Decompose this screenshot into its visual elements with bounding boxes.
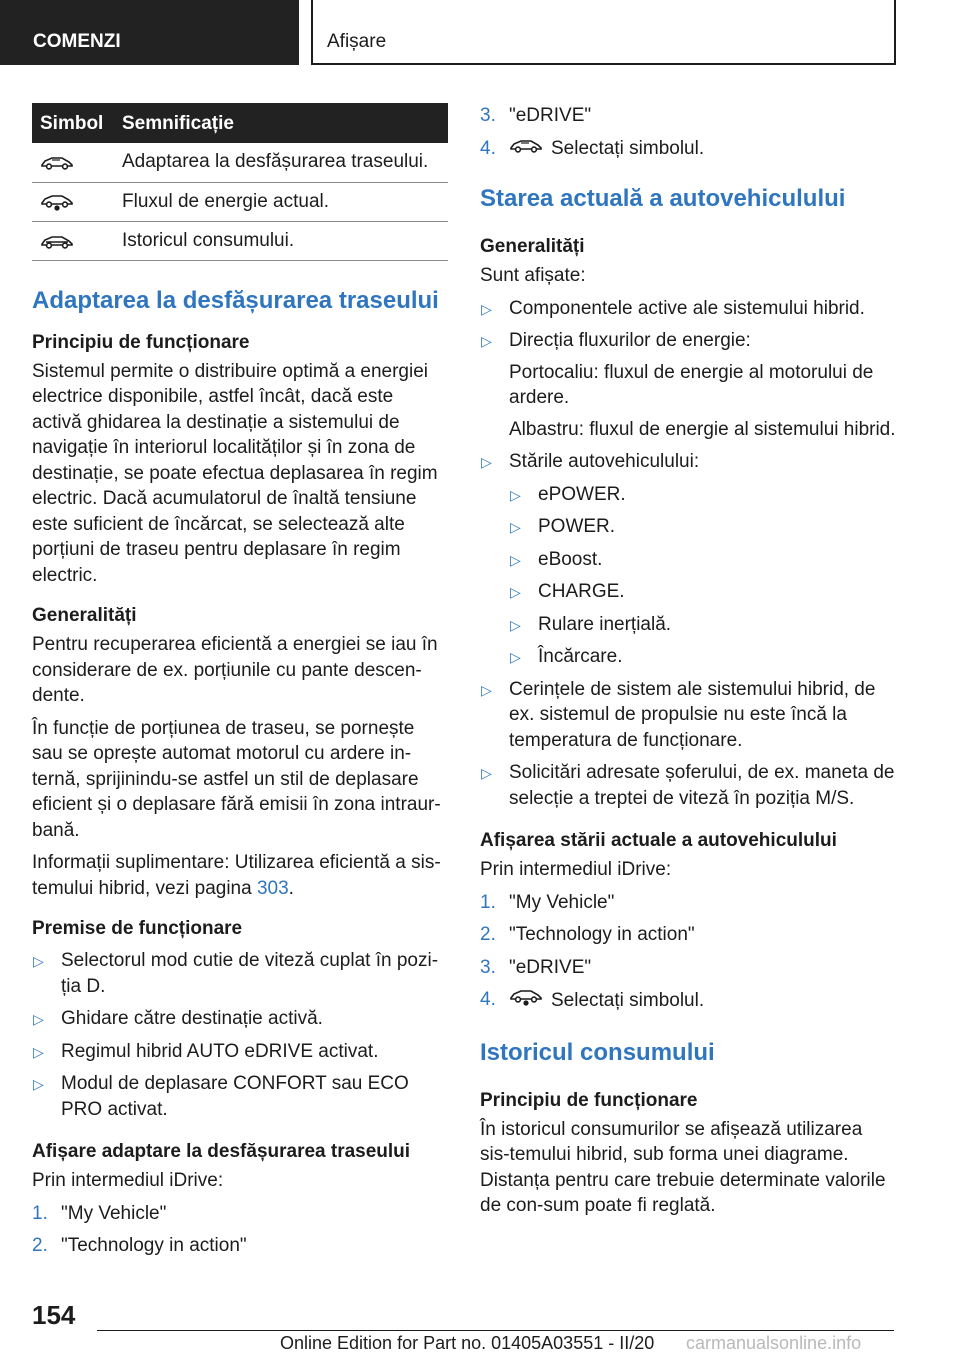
triangle-bullet-icon: ▷ [481, 333, 492, 350]
triangle-bullet-icon: ▷ [510, 584, 521, 601]
footer-divider [97, 1330, 894, 1331]
step-number: 3. [480, 105, 496, 126]
symbol-meaning: Fluxul de energie actual. [122, 182, 448, 221]
step-item [32, 1201, 448, 1227]
subheading-premises: Premise de funcționare [32, 918, 243, 939]
list-item [480, 677, 896, 754]
right-column [480, 103, 896, 1219]
section-heading-route-adaptation: Adaptarea la desfășurarea traseului [32, 286, 439, 314]
step-number: 4. [480, 989, 496, 1011]
step-number: 3. [480, 956, 496, 978]
left-column [32, 103, 448, 1259]
car-energy-flow-icon [32, 182, 122, 221]
page-header [0, 0, 960, 66]
car-route-icon [509, 136, 543, 162]
symbol-meaning: Istoricul consumului. [122, 221, 448, 260]
list-item [509, 547, 896, 573]
table-row [32, 143, 448, 182]
list-item-text: Cerințele de sistem ale sistemului hibrid, de ex. sistemul de propulsie nu este încă la temperatura de funcționare. [509, 678, 876, 751]
step-item [480, 987, 896, 1015]
triangle-bullet-icon: ▷ [510, 616, 521, 633]
vehicle-states-list [509, 482, 896, 670]
list-item-text: CHARGE. [538, 581, 625, 603]
list-item-text: Modul de deplasare CONFORT sau ECO PRO activat. [61, 1073, 409, 1120]
general-paragraph: Pentru recuperarea eficientă a energiei se iau în considerare de ex. porțiunile cu pante descen-dente. [32, 634, 438, 706]
general-paragraph: În funcție de porțiunea de traseu, se pornește sau se oprește automat motorul cu ardere in-ternă, sprijinindu-se astfel un stil de deplasare eficient și o deplasare fără emisii în zona intraur-bană. [32, 717, 441, 841]
list-item-text: Regimul hibrid AUTO eDRIVE activat. [61, 1040, 379, 1062]
step-text: Selectați simbolul. [551, 137, 705, 159]
subheading-principle: Principiu de funcționare [480, 1089, 698, 1111]
subheading-display-state: Afișarea stării actuale a autovehiculului [480, 830, 837, 852]
info-text: Informații suplimentare: Utilizarea eficientă a sis-temului hibrid, vezi pagina [32, 852, 441, 899]
list-item-text: Direcția fluxurilor de energie: [509, 330, 751, 352]
list-item-text: ePOWER. [538, 483, 626, 505]
step-text: "eDRIVE" [509, 956, 592, 978]
list-item [480, 449, 896, 670]
list-item-text: eBoost. [538, 548, 603, 570]
blue-flow-note: Albastru: fluxul de energie al sistemului hibrid. [509, 418, 896, 440]
principle-paragraph: În istoricul consumurilor se afișează utilizarea sis-temului hibrid, sub forma unei diagrame. Distanța pentru care trebuie determinate valorile de con-sum poate fi reglată. [480, 1118, 886, 1217]
subheading-display-route: Afișare adaptare la desfășurarea traseului [32, 1141, 411, 1162]
step-text: "Technology in action" [509, 924, 695, 946]
steps-list [32, 1201, 448, 1259]
page-link[interactable]: 303 [256, 877, 289, 899]
list-item-text: Ghidare către destinație activă. [61, 1008, 323, 1029]
idrive-intro: Prin intermediul iDrive: [32, 1170, 224, 1191]
symbol-meaning: Adaptarea la desfășurarea traseului. [122, 143, 448, 182]
list-item [509, 514, 896, 540]
list-item [509, 579, 896, 605]
triangle-bullet-icon: ▷ [33, 1076, 44, 1092]
step-text: Selectați simbolul. [551, 990, 705, 1011]
triangle-bullet-icon: ▷ [481, 300, 492, 317]
list-item-text: Rulare inerțială. [538, 613, 672, 635]
idrive-intro: Prin intermediul iDrive: [480, 859, 672, 881]
list-item-text: Componentele active ale sistemului hibrid. [509, 297, 865, 319]
list-item-text: POWER. [538, 516, 616, 538]
step-text: "My Vehicle" [61, 1202, 167, 1224]
triangle-bullet-icon: ▷ [481, 681, 492, 698]
steps-list-continued [480, 103, 896, 161]
triangle-bullet-icon: ▷ [481, 765, 492, 782]
step-text: "My Vehicle" [509, 891, 615, 913]
triangle-bullet-icon: ▷ [33, 1011, 44, 1027]
triangle-bullet-icon: ▷ [33, 1043, 44, 1060]
list-item [32, 948, 448, 999]
triangle-bullet-icon: ▷ [510, 519, 521, 536]
subheading-general: Generalități [480, 236, 585, 258]
list-item-text: Stările autovehiculului: [509, 451, 700, 473]
step-item [480, 136, 896, 162]
table-row [32, 182, 448, 221]
steps-list [480, 890, 896, 1015]
section-heading-consumption-history: Istoricul consumului [480, 1038, 715, 1066]
step-item [480, 955, 896, 981]
column-header-meaning: Semnificație [122, 103, 448, 143]
list-item [32, 1039, 448, 1065]
info-text-end: . [288, 877, 294, 899]
subheading-general: Generalități [32, 605, 137, 626]
premises-list [32, 948, 448, 1122]
step-number: 2. [32, 1235, 48, 1256]
list-item [480, 296, 896, 322]
list-item [509, 612, 896, 638]
step-number: 4. [480, 137, 496, 159]
section-label: COMENZI [0, 0, 299, 65]
step-item [480, 103, 896, 129]
column-header-symbol: Simbol [32, 103, 122, 143]
list-item-text: Selectorul mod cutie de viteză cuplat în pozi-ția D. [61, 950, 439, 997]
triangle-bullet-icon: ▷ [510, 649, 521, 666]
list-item [509, 482, 896, 508]
step-number: 1. [480, 891, 496, 913]
step-text: "Technology in action" [61, 1235, 247, 1256]
info-paragraph [32, 850, 448, 901]
page-number: 154 [32, 1300, 76, 1330]
list-item [32, 1006, 448, 1032]
subheading-principle: Principiu de funcționare [32, 331, 250, 353]
displayed-intro: Sunt afișate: [480, 265, 586, 287]
car-energy-flow-icon [509, 987, 543, 1015]
edition-note: Online Edition for Part no. 01405A03551 - II/20 [280, 1333, 655, 1353]
orange-flow-note: Portocaliu: fluxul de energie al motorului de ardere. [509, 361, 874, 409]
step-text: "eDRIVE" [509, 105, 592, 126]
step-item [480, 922, 896, 948]
step-item [32, 1233, 448, 1259]
list-item [32, 1071, 448, 1122]
list-item [480, 328, 896, 442]
list-item [509, 644, 896, 670]
symbol-table [32, 103, 448, 261]
principle-paragraph: Sistemul permite o distribuire optimă a energiei electrice disponibile, astfel încât, dacă este activă ghidarea la destinație a sistemului de navigație în interiorul localităților și în zona de destinație, se poate efectua deplasarea în regim electric. Dacă acumulatorul de înaltă tensiune este suficient de încărcat, se selectează alte porțiuni de traseu pentru deplasare în regim electric. [32, 360, 438, 586]
triangle-bullet-icon: ▷ [510, 551, 521, 568]
triangle-bullet-icon: ▷ [510, 486, 521, 503]
table-row [32, 221, 448, 260]
watermark: carmanualsonline.info [686, 1333, 862, 1353]
symbol-table-header [32, 103, 448, 143]
triangle-bullet-icon: ▷ [481, 454, 492, 471]
step-item [480, 890, 896, 916]
displayed-list [480, 296, 896, 812]
list-item [480, 760, 896, 811]
list-item-text: Solicitări adresate șoferului, de ex. maneta de selecție a treptei de viteză în poziția M/S. [509, 762, 895, 809]
step-number: 1. [32, 1202, 48, 1224]
car-route-icon [32, 143, 122, 182]
step-number: 2. [480, 924, 496, 946]
triangle-bullet-icon: ▷ [33, 953, 44, 969]
chapter-title: Afișare [311, 0, 896, 65]
car-history-icon [32, 221, 122, 260]
list-item-text: Încărcare. [538, 646, 623, 668]
section-heading-vehicle-state: Starea actuală a autovehiculului [480, 185, 846, 213]
